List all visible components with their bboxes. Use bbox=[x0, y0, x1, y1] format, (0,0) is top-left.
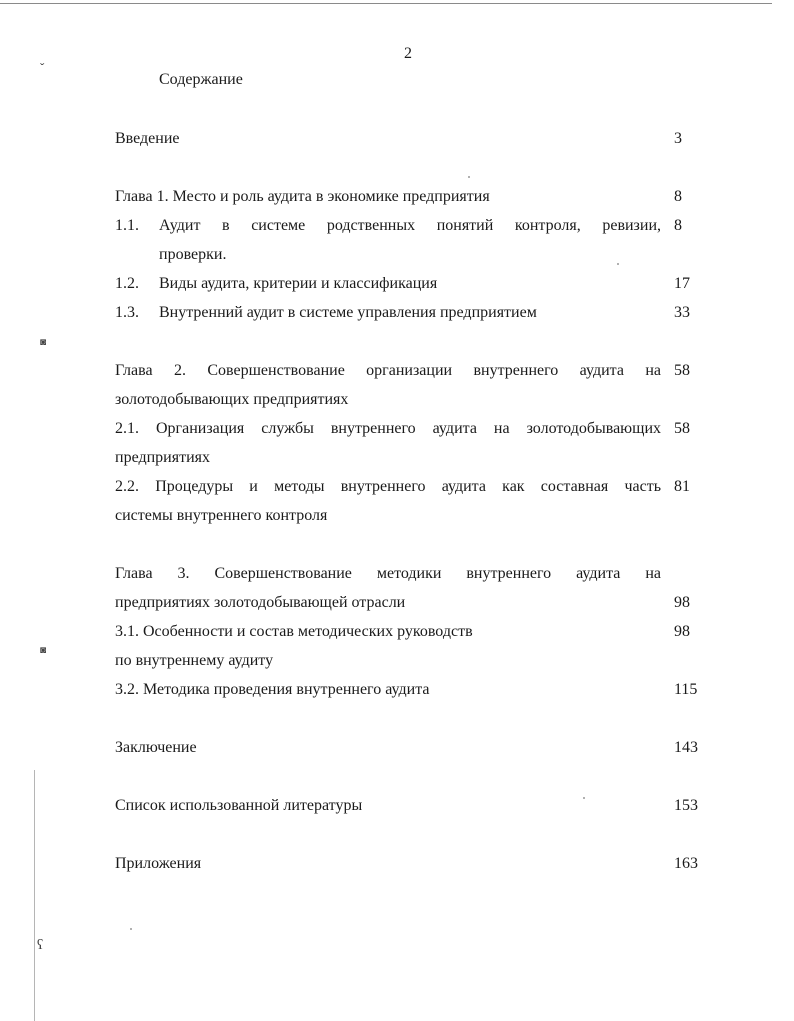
toc-entry-section-2-2-cont: системы внутреннего контроля bbox=[115, 507, 328, 524]
toc-entry-section-3-1: 3.1. Особенности и состав методических руководств bbox=[115, 623, 473, 640]
toc-page-number: 115 bbox=[674, 681, 698, 698]
toc-page-number: 143 bbox=[674, 739, 698, 756]
toc-page-number: 153 bbox=[674, 797, 698, 814]
toc-page-number: 17 bbox=[674, 275, 690, 292]
toc-entry-section-3-2: 3.2. Методика проведения внутреннего аудита bbox=[115, 681, 430, 698]
binding-hole-icon: ◙ bbox=[40, 337, 47, 348]
toc-section-number: 1.2. bbox=[115, 275, 139, 292]
toc-entry-section-1-3: Внутренний аудит в системе управления предприятием bbox=[159, 304, 537, 321]
scan-speck bbox=[130, 928, 132, 930]
toc-entry-chapter-3-cont: предприятиях золотодобывающей отрасли bbox=[115, 594, 406, 611]
toc-entry-conclusion: Заключение bbox=[115, 739, 197, 756]
toc-page-number: 163 bbox=[674, 855, 698, 872]
toc-page-number: 81 bbox=[674, 478, 690, 495]
scan-speck bbox=[468, 176, 470, 178]
toc-page-number: 98 bbox=[674, 594, 690, 611]
binding-hole-icon: ◙ bbox=[40, 645, 47, 656]
toc-page-number: 58 bbox=[674, 362, 690, 379]
toc-page-number: 33 bbox=[674, 304, 690, 321]
scan-artifact-mark: ʕ bbox=[37, 938, 44, 953]
toc-entry-section-1-1: Аудит в системе родственных понятий контроля, ревизии, bbox=[159, 217, 661, 234]
toc-page-number: 8 bbox=[674, 188, 682, 205]
scan-edge-left bbox=[34, 770, 35, 1021]
toc-entry-chapter-2-cont: золотодобывающих предприятиях bbox=[115, 391, 349, 408]
scan-speck bbox=[583, 797, 585, 799]
page-number: 2 bbox=[404, 45, 412, 62]
toc-entry-section-1-2: Виды аудита, критерии и классификация bbox=[159, 275, 438, 292]
toc-section-number: 1.1. bbox=[115, 217, 139, 234]
toc-entry-section-3-1-cont: по внутреннему аудиту bbox=[115, 652, 274, 669]
toc-entry-bibliography: Список использованной литературы bbox=[115, 797, 363, 814]
toc-entry-section-1-1-cont: проверки. bbox=[159, 246, 227, 263]
toc-entry-chapter-3: Глава 3. Совершенствование методики внутреннего аудита на bbox=[115, 565, 661, 582]
scan-artifact-mark: ˇ bbox=[40, 60, 45, 75]
toc-entry-chapter-2: Глава 2. Совершенствование организации внутреннего аудита на bbox=[115, 362, 661, 379]
toc-page-number: 98 bbox=[674, 623, 690, 640]
toc-section-number: 1.3. bbox=[115, 304, 139, 321]
toc-entry-section-2-2: 2.2. Процедуры и методы внутреннего аудита как составная часть bbox=[115, 478, 661, 495]
toc-page-number: 8 bbox=[674, 217, 682, 234]
toc-entry-section-2-1-cont: предприятиях bbox=[115, 449, 210, 466]
scan-speck bbox=[617, 263, 619, 265]
toc-entry-introduction: Введение bbox=[115, 130, 180, 147]
toc-page-number: 58 bbox=[674, 420, 690, 437]
toc-entry-chapter-1: Глава 1. Место и роль аудита в экономике предприятия bbox=[115, 188, 490, 205]
toc-page-number: 3 bbox=[674, 130, 682, 147]
scan-edge-top bbox=[0, 3, 772, 4]
page-title: Содержание bbox=[159, 71, 243, 88]
toc-entry-appendices: Приложения bbox=[115, 855, 202, 872]
toc-entry-section-2-1: 2.1. Организация службы внутреннего аудита на золотодобывающих bbox=[115, 420, 661, 437]
